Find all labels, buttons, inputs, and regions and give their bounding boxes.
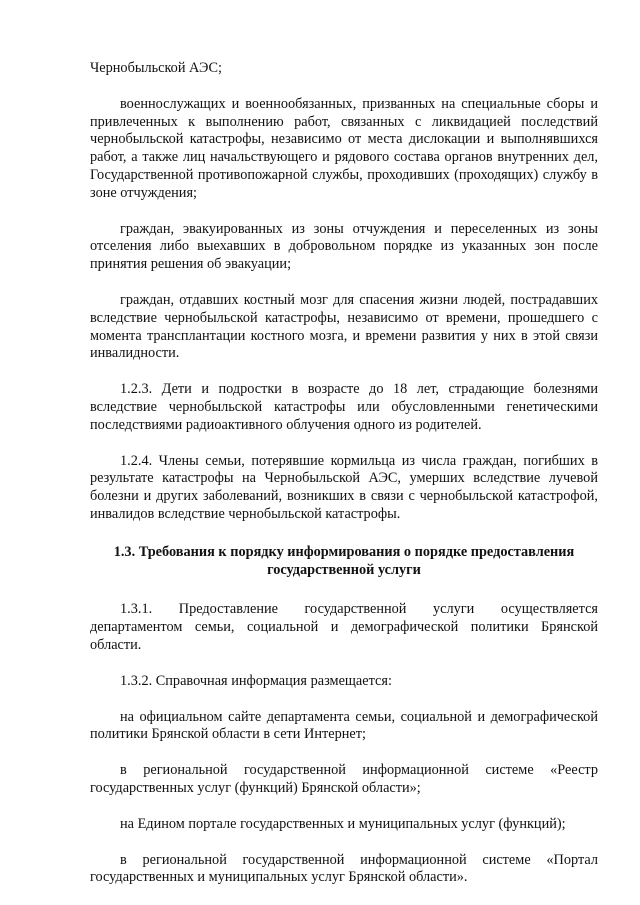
paragraph-evacuated: граждан, эвакуированных из зоны отчуждения и переселенных из зоны отселения либо выехавших в добровольном порядке из указанных зон после принятия решения об эвакуации;: [90, 220, 598, 273]
paragraph-bone-marrow-donors: граждан, отдавших костный мозг для спасения жизни людей, пострадавших вследствие чернобыльской катастрофы, независимо от времени, прошедшего с момента трансплантации костного мозга, и времени развития у них в этой связи инвалидности.: [90, 291, 598, 362]
paragraph-1-3-1: 1.3.1. Предоставление государственной услуги осуществляется департаментом семьи, социальной и демографической политики Брянской области.: [90, 601, 598, 653]
list-item-regional-portal: в региональной государственной информационной системе «Портал государственных и муниципальных услуг Брянской области».: [90, 851, 598, 886]
paragraph-continuation: Чернобыльской АЭС;: [90, 60, 222, 76]
paragraph-1-2-4: 1.2.4. Члены семьи, потерявшие кормильца из числа граждан, погибших в результате катастрофы на Чернобыльской АЭС, умерших вследствие лучевой болезни и других заболеваний, возникших в связи с чернобыльской катастрофой, инвалидов вследствие чернобыльской катастрофы.: [90, 452, 598, 522]
paragraph-1-3-2: 1.3.2. Справочная информация размещается:: [120, 672, 392, 689]
paragraph-1-2-3: 1.2.3. Дети и подростки в возрасте до 18 лет, страдающие болезнями вследствие чернобыльской катастрофы или обусловленными генетическими последствиями радиоактивного облучения одного из родителей.: [90, 381, 598, 433]
paragraph-servicemen: военнослужащих и военнообязанных, призванных на специальные сборы и привлеченных к выполнению работ, связанных с ликвидацией последствий чернобыльской катастрофы, независимо от места дислокации и выполнявшихся работ, а также лиц начальствующего и рядового состава органов внутренних дел, Государственной противопожарной службы, проходивших (проходящих) службу в зоне отчуждения;: [90, 95, 598, 201]
list-item-official-site: на официальном сайте департамента семьи, социальной и демографической политики Брянской области в сети Интернет;: [90, 708, 598, 743]
document-page: [90, 60, 598, 887]
list-item-regional-registry: в региональной государственной информационной системе «Реестр государственных услуг (функций) Брянской области»;: [90, 762, 598, 796]
section-heading-1-3: 1.3. Требования к порядку информирования о порядке предоставления государственной услуги: [113, 543, 575, 578]
list-item-unified-portal: на Едином портале государственных и муниципальных услуг (функций);: [120, 815, 566, 832]
